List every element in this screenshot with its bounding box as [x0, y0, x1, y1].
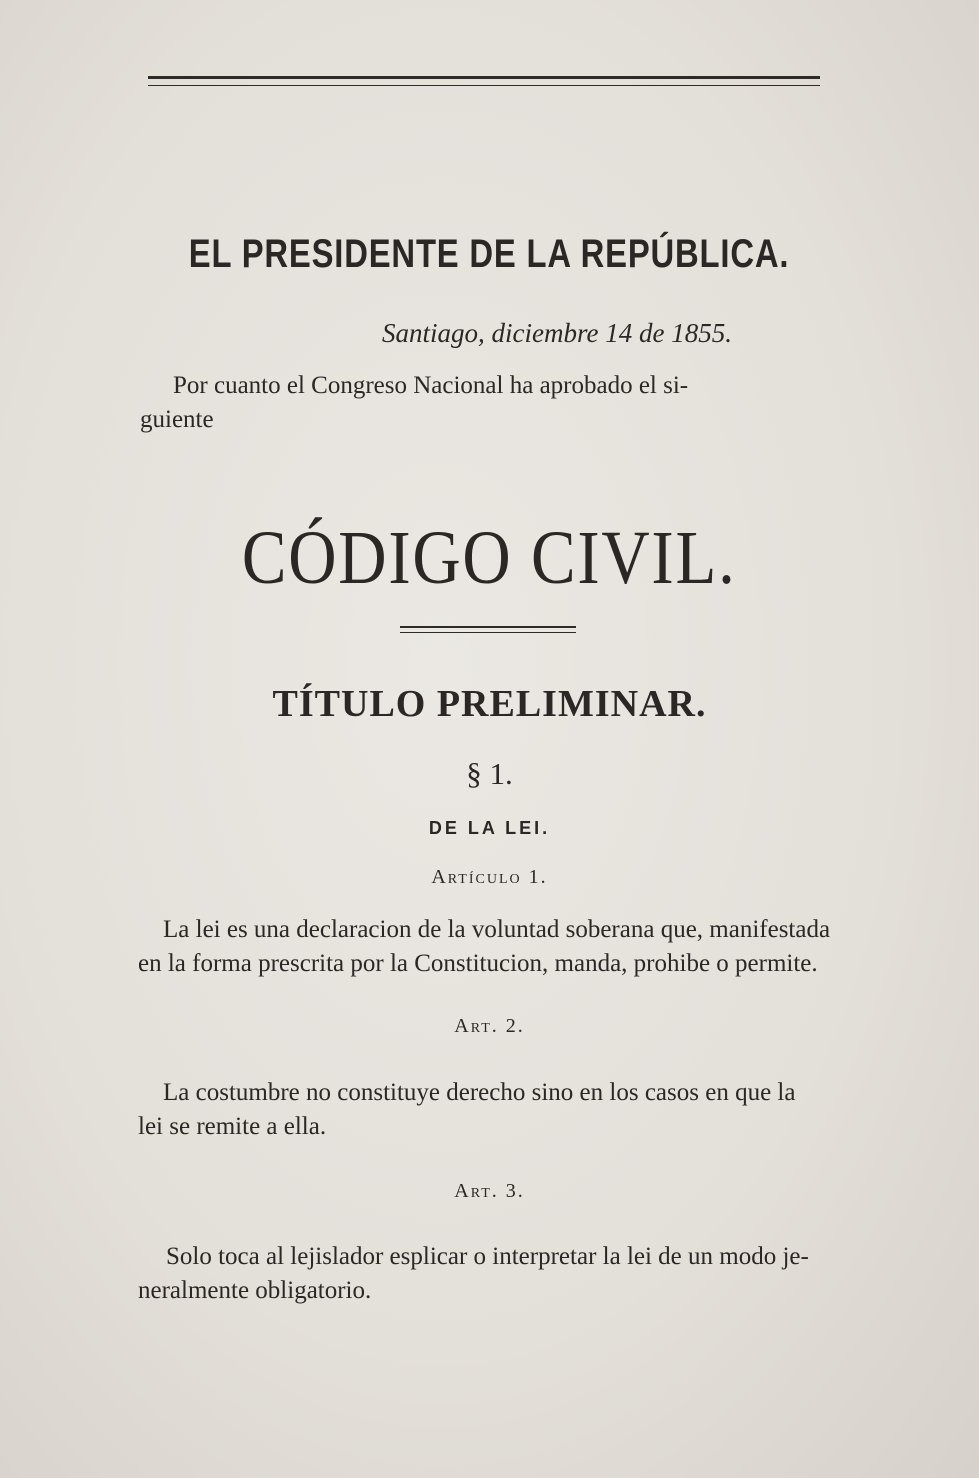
article-3-heading: Art. 3. [454, 1180, 525, 1202]
article-1-heading: Artículo 1. [431, 866, 548, 888]
intro-line-1: Por cuanto el Congreso Nacional ha aprobado el si- [173, 372, 689, 399]
article-1-line-2: en la forma prescrita por la Constitucion, manda, prohibe o permite. [138, 950, 818, 977]
section-number: § 1. [466, 756, 513, 791]
article-2-line-1: La costumbre no constituye derecho sino en los casos en que la [163, 1079, 796, 1106]
article-3-line-2: neralmente obligatorio. [138, 1277, 372, 1304]
article-1-line-1: La lei es una declaracion de la voluntad soberana que, manifestada [163, 916, 831, 943]
article-2-heading: Art. 2. [454, 1015, 525, 1037]
intro-line-2: guiente [140, 406, 214, 433]
code-title: CÓDIGO CIVIL. [241, 516, 737, 600]
titulo-heading: TÍTULO PRELIMINAR. [272, 683, 707, 725]
section-heading: DE LA LEI. [428, 818, 551, 838]
top-double-rule [148, 76, 820, 86]
middle-rule [400, 626, 576, 633]
article-2-line-2: lei se remite a ella. [138, 1113, 327, 1140]
article-3-line-1: Solo toca al lejislador esplicar o interpretar la lei de un modo je- [166, 1243, 809, 1270]
president-heading: EL PRESIDENTE DE LA REPÚBLICA. [188, 232, 790, 276]
date-line: Santiago, diciembre 14 de 1855. [382, 318, 732, 348]
